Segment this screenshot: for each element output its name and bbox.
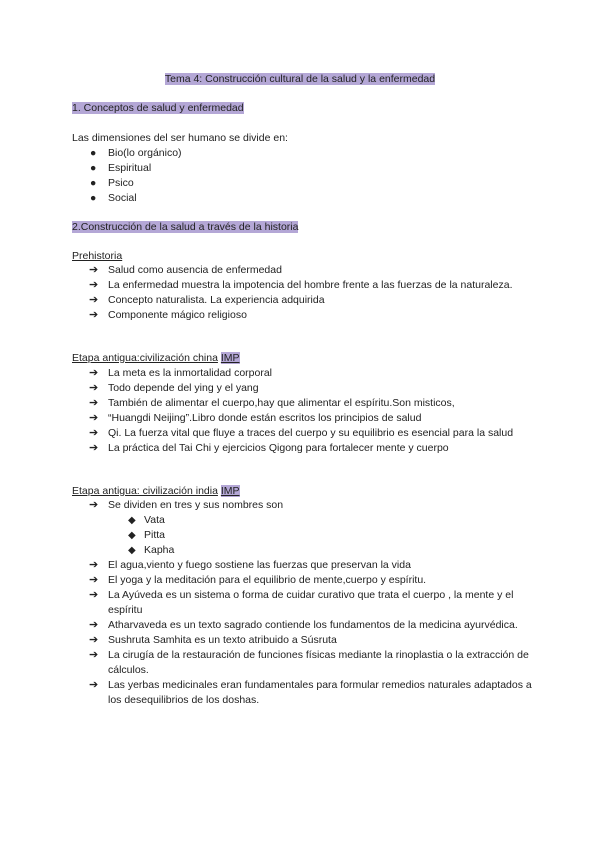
arrow-icon: ➔	[89, 442, 99, 454]
section1-heading: 1. Conceptos de salud y enfermedad	[72, 102, 244, 114]
bullet-dot-icon: ●	[90, 162, 97, 174]
list-item: ➔ Componente mágico religioso	[89, 309, 247, 321]
list-item: ➔ La enfermedad muestra la impotencia del hombre frente a las fuerzas de la naturaleza.	[89, 279, 513, 291]
doshas-list	[108, 513, 532, 558]
arrow-icon: ➔	[89, 397, 99, 409]
arrow-icon: ➔	[89, 499, 99, 511]
list-item: ➔ Atharvaveda es un texto sagrado contiende los fundamentos de la medicina ayurvédica.	[89, 619, 518, 631]
list-item: ➔ Qi. La fuerza vital que fluye a traces del cuerpo y su equilibrio es esencial para la salud	[89, 427, 514, 439]
arrow-icon: ➔	[89, 574, 99, 586]
section1-intro: Las dimensiones del ser humano se divide en:	[72, 132, 288, 144]
arrow-icon: ➔	[89, 367, 99, 379]
list-item: ➔ La práctica del Tai Chi y ejercicios Qigong para fortalecer mente y cuerpo	[89, 442, 449, 454]
arrow-icon: ➔	[89, 264, 99, 276]
list-item: ➔ La meta es la inmortalidad corporal	[89, 367, 273, 379]
list-item: ● Psico	[90, 177, 134, 189]
arrow-icon: ➔	[89, 649, 99, 661]
diamond-icon: ◆	[128, 515, 136, 526]
list-item: ◆ Vata	[128, 514, 165, 526]
list-item: ➔ Las yerbas medicinales eran fundamentales para formular remedios naturales adaptados a los desequilibrios de los doshas.	[89, 679, 532, 706]
section2-heading: 2.Construcción de la salud a través de la historia	[72, 221, 299, 233]
list-item: ➔ Sushruta Samhita es un texto atribuido a Súsruta	[89, 634, 337, 646]
prehistoria-heading: Prehistoria	[72, 250, 123, 262]
list-item: ➔ La Ayúveda es un sistema o forma de cuidar curativo que trata el cuerpo , la mente y el espíritu	[89, 589, 514, 616]
arrow-icon: ➔	[89, 309, 99, 321]
list-item: ◆ Pitta	[128, 529, 166, 541]
list-item: ➔ Todo depende del ying y el yang	[89, 382, 259, 394]
bullet-dot-icon: ●	[90, 192, 97, 204]
arrow-icon: ➔	[89, 382, 99, 394]
list-item: ➔ Se dividen en tres y sus nombres son ◆ Vata ◆ Pitta ◆ Kapha	[72, 498, 532, 558]
india-heading: Etapa antigua: civilización india	[72, 485, 218, 497]
bullet-dot-icon: ●	[90, 177, 97, 189]
list-item: ➔ Salud como ausencia de enfermedad	[89, 264, 282, 276]
list-item: ➔ Concepto naturalista. La experiencia adquirida	[89, 294, 325, 306]
arrow-icon: ➔	[89, 294, 99, 306]
arrow-icon: ➔	[89, 559, 99, 571]
diamond-icon: ◆	[128, 530, 136, 541]
list-item: ● Social	[90, 192, 137, 204]
list-item: ➔ El agua,viento y fuego sostiene las fuerzas que preservan la vida	[89, 559, 411, 571]
china-heading: Etapa antigua:civilización china	[72, 352, 218, 364]
dimensions-list	[72, 146, 182, 206]
arrow-icon: ➔	[89, 679, 99, 691]
prehistoria-list	[72, 263, 532, 323]
arrow-icon: ➔	[89, 589, 99, 601]
important-tag: IMP	[220, 352, 240, 364]
list-item: ➔ También de alimentar el cuerpo,hay que alimentar el espíritu.Son misticos,	[89, 397, 455, 409]
india-list	[72, 498, 532, 708]
list-item: ➔ La cirugía de la restauración de funciones físicas mediante la rinoplastia o la extracción de cálculos.	[89, 649, 529, 676]
list-item: ● Espiritual	[90, 162, 152, 174]
arrow-icon: ➔	[89, 427, 99, 439]
list-item: ➔ El yoga y la meditación para el equilibrio de mente,cuerpo y espíritu.	[89, 574, 427, 586]
important-tag: IMP	[220, 485, 240, 497]
list-item: ◆ Kapha	[128, 544, 175, 556]
arrow-icon: ➔	[89, 412, 99, 424]
arrow-icon: ➔	[89, 634, 99, 646]
arrow-icon: ➔	[89, 619, 99, 631]
list-item: ● Bio(lo orgánico)	[90, 147, 182, 159]
document-title: Tema 4: Construcción cultural de la salud y la enfermedad	[164, 73, 436, 85]
arrow-icon: ➔	[89, 279, 99, 291]
list-item: ➔ “Huangdi Neijing”.Libro donde están escritos los principios de salud	[89, 412, 422, 424]
china-list	[72, 366, 532, 456]
diamond-icon: ◆	[128, 545, 136, 556]
bullet-dot-icon: ●	[90, 147, 97, 159]
